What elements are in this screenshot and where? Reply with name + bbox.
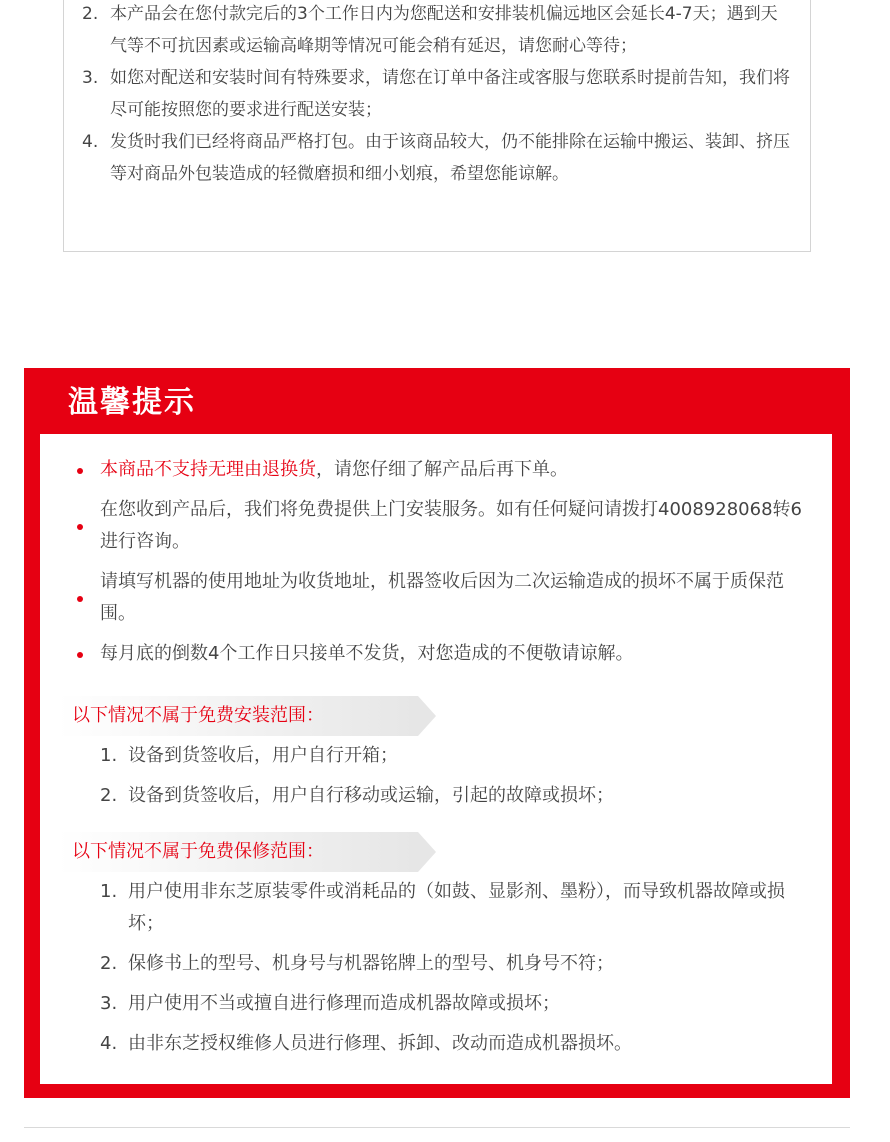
warranty-exclusions-heading-text: 以下情况不属于免费保修范围： — [72, 841, 324, 862]
bullet-text: 在您收到产品后，我们将免费提供上门安装服务。如有任何疑问请拨打4008928068转6进行咨询。 — [100, 499, 802, 552]
list-item — [100, 780, 820, 812]
tips-panel — [24, 368, 850, 1098]
bullet-text: 每月底的倒数4个工作日只接单不发货，对您造成的不便敬请谅解。 — [100, 643, 634, 664]
list-item-text: 保修书上的型号、机身号与机器铭牌上的型号、机身号不符； — [128, 953, 614, 974]
bullet-text: 请填写机器的使用地址为收货地址，机器签收后因为二次运输造成的损坏不属于质保范围。 — [100, 571, 784, 624]
list-item-number: 4. — [100, 1033, 118, 1054]
list-item — [100, 1028, 820, 1060]
bullet-item — [74, 494, 804, 558]
install-exclusions-list — [100, 740, 820, 820]
delivery-notes-box — [63, 0, 811, 252]
list-item-text: 如您对配送和安装时间有特殊要求，请您在订单中备注或客服与您联系时提前告知，我们将尽可能按照您的要求进行配送安装； — [110, 68, 790, 120]
list-item — [82, 0, 792, 62]
list-item — [100, 948, 820, 980]
list-item — [100, 876, 820, 940]
bullet-dot-icon — [77, 468, 83, 474]
bullet-highlight: 本商品不支持无理由退换货 — [100, 459, 316, 480]
list-item-text: 设备到货签收后，用户自行开箱； — [128, 745, 398, 766]
list-item-text: 用户使用不当或擅自进行修理而造成机器故障或损坏； — [128, 993, 560, 1014]
list-item — [100, 988, 820, 1020]
bullet-item — [74, 454, 804, 486]
bullet-dot-icon — [77, 596, 83, 602]
section-divider — [24, 1127, 850, 1128]
list-item-text: 由非东芝授权维修人员进行修理、拆卸、改动而造成机器损坏。 — [128, 1033, 632, 1054]
list-item-number: 2. — [82, 4, 99, 24]
list-item-number: 2. — [100, 953, 118, 974]
list-item-number: 2. — [100, 785, 118, 806]
tips-content — [40, 434, 832, 1084]
delivery-notes-list — [82, 0, 792, 190]
list-item-number: 4. — [82, 132, 99, 152]
list-item-text: 设备到货签收后，用户自行移动或运输，引起的故障或损坏； — [128, 785, 614, 806]
bullet-dot-icon — [77, 652, 83, 658]
bullet-item — [74, 638, 804, 670]
list-item-number: 3. — [82, 68, 99, 88]
tips-title: 温馨提示 — [68, 385, 196, 420]
list-item-number: 1. — [100, 745, 118, 766]
list-item — [82, 62, 792, 126]
bullet-text: ，请您仔细了解产品后再下单。 — [316, 459, 568, 480]
list-item-number: 1. — [100, 881, 118, 902]
tips-bullet-list — [74, 454, 804, 678]
list-item — [82, 126, 792, 190]
warranty-exclusions-heading — [58, 832, 418, 872]
list-item-text: 发货时我们已经将商品严格打包。由于该商品较大，仍不能排除在运输中搬运、装卸、挤压等对商品外包装造成的轻微磨损和细小划痕，希望您能谅解。 — [110, 132, 790, 184]
install-exclusions-heading-text: 以下情况不属于免费安装范围： — [72, 705, 324, 726]
bullet-dot-icon — [77, 524, 83, 530]
list-item-number: 3. — [100, 993, 118, 1014]
bullet-item — [74, 566, 804, 630]
list-item — [100, 740, 820, 772]
list-item-text: 用户使用非东芝原装零件或消耗品的（如鼓、显影剂、墨粉），而导致机器故障或损坏； — [128, 881, 785, 934]
list-item-text: 本产品会在您付款完后的3个工作日内为您配送和安排装机偏远地区会延长4-7天；遇到天气等不可抗因素或运输高峰期等情况可能会稍有延迟，请您耐心等待； — [110, 4, 778, 56]
install-exclusions-heading — [58, 696, 418, 736]
warranty-exclusions-list — [100, 876, 820, 1068]
